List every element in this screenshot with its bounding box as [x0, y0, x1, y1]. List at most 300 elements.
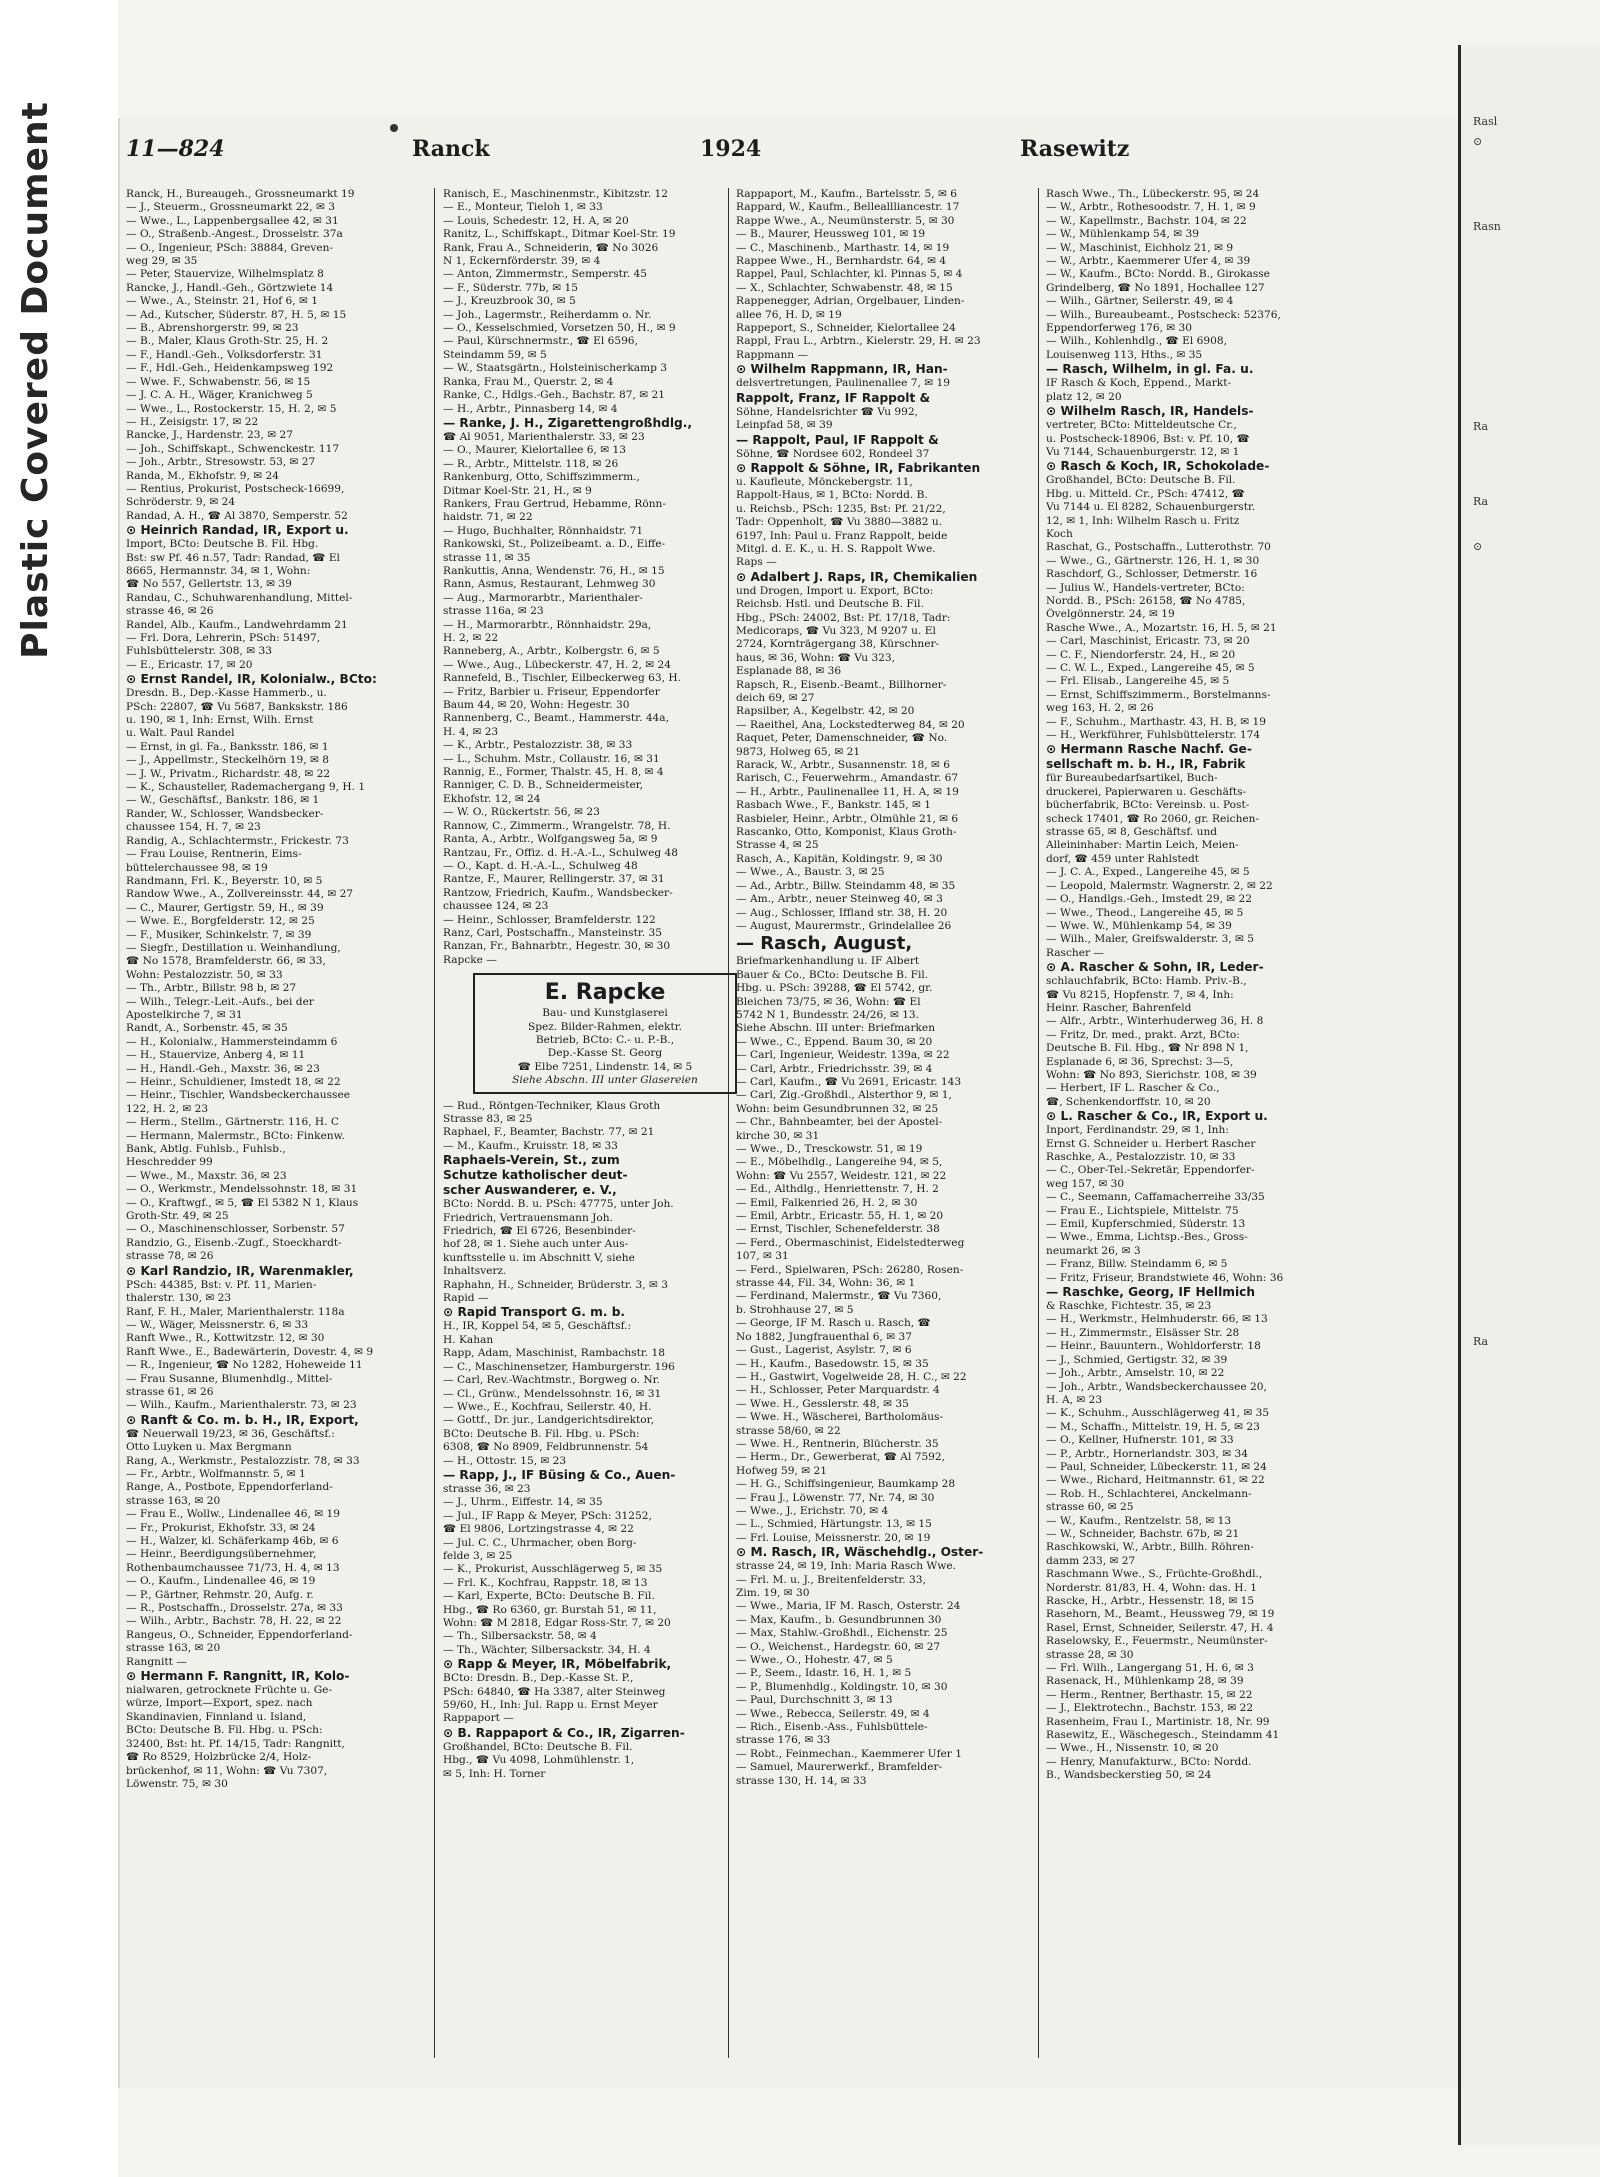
directory-entry: — Heinr., Tischler, Wandsbeckerchaussee: [126, 1089, 350, 1102]
directory-entry: — Wwe., H., Nissenstr. 10, ✉ 20: [1046, 1742, 1219, 1755]
directory-entry: Rasewitz, E., Wäschegesch., Steindamm 41: [1046, 1729, 1280, 1742]
directory-entry: — Wwe., Emma, Lichtsp.-Bes., Gross-: [1046, 1231, 1248, 1244]
directory-entry: — H., Arbtr., Paulinenallee 11, H. A, ✉ 19: [736, 785, 959, 798]
column-1: [126, 188, 426, 2068]
directory-entry: — Wwe., E., Kochfrau, Seilerstr. 40, H.: [443, 1400, 652, 1413]
directory-entry: Rander, W., Schlosser, Wandsbecker-: [126, 807, 324, 820]
directory-entry: — Cl., Grünw., Mendelssohnstr. 16, ✉ 31: [443, 1387, 662, 1400]
directory-entry: — H., Zeisigstr. 17, ✉ 22: [126, 415, 259, 428]
directory-entry: Rannefeld, B., Tischler, Eilbeckerweg 63, H.: [443, 672, 681, 685]
directory-entry: — L., Schmied, Härtungstr. 13, ✉ 15: [736, 1518, 932, 1531]
directory-entry: — Joh., Arbtr., Stresowstr. 53, ✉ 27: [126, 456, 316, 469]
directory-entry: — O., Straßenb.-Angest., Drosselstr. 37a: [126, 228, 343, 241]
column-4: [1046, 188, 1381, 2068]
directory-entry: ⊙ Wilhelm Rappmann, IR, Han-: [736, 362, 948, 377]
directory-entry: 12, ✉ 1, Inh: Wilhelm Rasch u. Fritz: [1046, 514, 1240, 527]
adjacent-page-fragment: Ra: [1473, 495, 1489, 508]
directory-entry: — C., Seemann, Caffamacherreihe 33/35: [1046, 1191, 1265, 1204]
directory-entry: — Peter, Stauervize, Wilhelmsplatz 8: [126, 268, 324, 281]
directory-entry: Randad, A. H., ☎ Al 3870, Semperstr. 52: [126, 509, 348, 522]
directory-entry: — Frl. Louise, Meissnerstr. 20, ✉ 19: [736, 1531, 931, 1544]
directory-entry: — Wwe. H., Wäscherei, Bartholomäus-: [736, 1411, 944, 1424]
directory-entry: — Aug., Schlosser, Iffland str. 38, H. 20: [736, 906, 948, 919]
adjacent-page-edge: [1458, 45, 1600, 2145]
directory-entry: — Heinr., Beerdigungsübernehmer,: [126, 1548, 317, 1561]
directory-entry: — H., Zimmermstr., Elsässer Str. 28: [1046, 1326, 1240, 1339]
header-year: 1924: [700, 136, 762, 162]
directory-entry: — Rapp, J., IF Büsing & Co., Auen-: [443, 1467, 676, 1482]
directory-entry: — J. W., Privatm., Richardstr. 48, ✉ 22: [126, 767, 331, 780]
directory-entry: Randa, M., Ekhofstr. 9, ✉ 24: [126, 469, 279, 482]
directory-entry: Ranneberg, A., Arbtr., Kolbergstr. 6, ✉ 5: [443, 645, 660, 658]
directory-entry: — Wwe., Richard, Heitmannstr. 61, ✉ 22: [1046, 1474, 1265, 1487]
directory-entry: — H., Werkmstr., Helmhuderstr. 66, ✉ 13: [1046, 1313, 1268, 1326]
directory-entry: — Th., Silbersackstr. 58, ✉ 4: [443, 1630, 597, 1643]
directory-entry: Bauer & Co., BCto: Deutsche B. Fil.: [736, 968, 929, 981]
directory-entry: Skandinavien, Finnland u. Island,: [126, 1710, 307, 1723]
directory-entry: Söhne, ☎ Nordsee 602, Rondeel 37: [736, 447, 930, 460]
directory-entry: — Ranke, J. H., Zigarettengroßhdlg.,: [443, 415, 693, 430]
directory-entry: — O., Kapt. d. H.-A.-L., Schulweg 48: [443, 859, 638, 872]
directory-entry: — Emil, Falkenried 26, H. 2, ✉ 30: [736, 1196, 918, 1209]
directory-entry: — Frl. M. u. J., Breitenfelderstr. 33,: [736, 1573, 926, 1586]
directory-entry: und Drogen, Import u. Export, BCto:: [736, 584, 934, 597]
directory-entry: ☎ Neuerwall 19/23, ✉ 36, Geschäftsf.:: [126, 1427, 335, 1440]
directory-entry: ⊙ Rapp & Meyer, IR, Möbelfabrik,: [443, 1657, 672, 1672]
directory-entry: Zim. 19, ✉ 30: [736, 1587, 810, 1599]
directory-entry: — Julius W., Handels-vertreter, BCto:: [1046, 581, 1245, 594]
directory-entry: Rappel, Paul, Schlachter, kl. Pinnas 5, ✉ 4: [736, 268, 963, 281]
directory-entry: Range, A., Postbote, Eppendorferland-: [126, 1481, 333, 1494]
directory-entry: — K., Schausteller, Rademachergang 9, H. 1: [126, 781, 366, 794]
directory-entry: — Hugo, Buchhalter, Rönnhaidstr. 71: [443, 524, 644, 537]
directory-entry: PSch: 44385, Bst: v. Pf. 11, Marien-: [126, 1278, 317, 1291]
directory-entry: Deutsche B. Fil. Hbg., ☎ Nr 898 N 1,: [1046, 1042, 1249, 1055]
column-3: [736, 188, 1036, 2068]
directory-entry: — Jul. C. C., Uhrmacher, oben Borg-: [443, 1536, 637, 1549]
directory-entry: — J., Appellmstr., Steckelhörn 19, ✉ 8: [126, 754, 329, 767]
directory-entry: — Raschke, Georg, IF Hellmich: [1046, 1285, 1256, 1300]
directory-entry: — J., Uhrm., Eiffestr. 14, ✉ 35: [443, 1496, 603, 1509]
directory-entry: Ekhofstr. 12, ✉ 24: [443, 792, 541, 805]
directory-entry: — Wwe., J., Erichstr. 70, ✉ 4: [736, 1504, 889, 1517]
directory-entry: — Wwe. H., Rentnerin, Blücherstr. 35: [736, 1437, 939, 1450]
directory-entry: — Fritz, Friseur, Brandstwiete 46, Wohn: 36: [1046, 1271, 1284, 1284]
directory-entry: Rarisch, C., Feuerwehrm., Amandastr. 67: [736, 772, 959, 785]
directory-entry: H., IR, Koppel 54, ✉ 5, Geschäftsf.:: [443, 1320, 632, 1333]
directory-entry: — Wilh., Arbtr., Bachstr. 78, H. 22, ✉ 22: [126, 1615, 342, 1628]
directory-entry: Rarack, W., Arbtr., Susannenstr. 18, ✉ 6: [736, 759, 950, 772]
directory-entry: — O., Kellner, Hufnerstr. 101, ✉ 33: [1046, 1434, 1234, 1447]
directory-entry: Schutze katholischer deut-: [443, 1168, 628, 1183]
directory-entry: Rankers, Frau Gertrud, Hebamme, Rönn-: [443, 497, 666, 510]
directory-entry: — C., Maschinenb., Marthastr. 14, ✉ 19: [736, 241, 950, 254]
adjacent-page-fragment: ⊙: [1473, 135, 1483, 148]
directory-entry: — Wwe., L., Lappenbergsallee 42, ✉ 31: [126, 214, 339, 227]
directory-entry: — Carl, Ingenieur, Weidestr. 139a, ✉ 22: [736, 1049, 950, 1062]
directory-entry: — H., Gastwirt, Vogelweide 28, H. C., ✉ 22: [736, 1370, 967, 1383]
adjacent-page-fragment: Ra: [1473, 420, 1489, 433]
directory-entry: — Frau E., Lichtspiele, Mittelstr. 75: [1046, 1204, 1239, 1217]
directory-entry: BCto: Dresdn. B., Dep.-Kasse St. P.,: [443, 1672, 634, 1685]
directory-entry: Rann, Asmus, Restaurant, Lehmweg 30: [443, 578, 656, 591]
directory-entry: Rascke, H., Arbtr., Hessenstr. 18, ✉ 15: [1046, 1595, 1255, 1607]
directory-entry: — Carl, Rev.-Wachtmstr., Borgweg o. Nr.: [443, 1374, 660, 1387]
directory-entry: Ranck, H., Bureaugeh., Grossneumarkt 19: [126, 188, 355, 200]
directory-entry: Rang, A., Werkmstr., Pestalozzistr. 78, ✉ 33: [126, 1454, 360, 1467]
directory-entry: — Wwe., Maria, IF M. Rasch, Osterstr. 24: [736, 1600, 961, 1613]
adjacent-page-fragment: Ra: [1473, 1335, 1489, 1348]
directory-entry: ⊙ Ranft & Co. m. b. H., IR, Export,: [126, 1412, 359, 1427]
directory-entry: — Henry, Manufakturw., BCto: Nordd.: [1046, 1755, 1252, 1768]
directory-entry: — Carl, Arbtr., Friedrichsstr. 39, ✉ 4: [736, 1062, 933, 1075]
directory-entry: PSch: 22807, ☎ Vu 5687, Bankskstr. 186: [126, 700, 348, 713]
directory-entry: BCto: Nordd. B. u. PSch: 47775, unter Joh.: [443, 1198, 674, 1211]
directory-entry: — X., Schlachter, Schwabenstr. 48, ✉ 15: [736, 281, 953, 294]
directory-entry: Rasehorn, M., Beamt., Heussweg 79, ✉ 19: [1046, 1608, 1275, 1621]
directory-entry: chaussee 124, ✉ 23: [443, 900, 549, 913]
directory-entry: chaussee 154, H. 7, ✉ 23: [126, 821, 261, 834]
directory-entry: — Samuel, Maurerwerkf., Bramfelder-: [736, 1761, 943, 1774]
directory-entry: Steindamm 59, ✉ 5: [443, 348, 547, 361]
directory-entry: — J., Schmied, Gertigstr. 32, ✉ 39: [1046, 1353, 1228, 1366]
directory-entry: H. 4, ✉ 23: [443, 725, 499, 738]
directory-entry: — B., Maurer, Heussweg 101, ✉ 19: [736, 228, 926, 241]
directory-entry: Raschdorf, G., Schlosser, Detmerstr. 16: [1046, 568, 1258, 581]
directory-entry: Rangnitt —: [126, 1655, 187, 1668]
directory-entry: Ranke, C., Hdlgs.-Geh., Bachstr. 87, ✉ 21: [443, 389, 665, 402]
directory-entry: — Th., Arbtr., Billstr. 98 b, ✉ 27: [126, 982, 297, 995]
directory-entry: — Raeithel, Ana, Lockstedterweg 84, ✉ 20: [736, 718, 965, 731]
directory-entry: sellschaft m. b. H., IR, Fabrik: [1046, 757, 1246, 772]
directory-entry: ✉ 5, Inh: H. Torner: [443, 1767, 546, 1780]
directory-entry: BCto: Deutsche B. Fil. Hbg. u. PSch:: [443, 1427, 640, 1440]
directory-entry: delsvertretungen, Paulinenallee 7, ✉ 19: [736, 377, 950, 390]
directory-entry: — R., Postschaffn., Drosselstr. 27a, ✉ 33: [126, 1602, 343, 1615]
directory-entry: Ranz, Carl, Postschaffn., Mansteinstr. 35: [443, 926, 662, 939]
directory-entry: Alleininhaber: Martin Leich, Meien-: [1046, 839, 1239, 852]
directory-entry: ⊙ Heinrich Randad, IR, Export u.: [126, 523, 349, 538]
directory-entry: — F., Süderstr. 77b, ✉ 15: [443, 281, 579, 294]
ad-line: ☎ Elbe 7251, Lindenstr. 14, ✉ 5: [517, 1060, 693, 1073]
directory-entry: — W., Kaufm., BCto: Nordd. B., Girokasse: [1046, 268, 1270, 281]
directory-entry: — Ferd., Spielwaren, PSch: 26280, Rosen-: [736, 1263, 964, 1276]
directory-entry: — K., Arbtr., Pestalozzistr. 38, ✉ 33: [443, 739, 633, 752]
directory-entry: Hbg., ☎ Ro 6360, gr. Burstah 51, ✉ 11,: [443, 1603, 657, 1616]
directory-entry: ⊙ A. Rascher & Sohn, IR, Leder-: [1046, 960, 1264, 975]
directory-entry: — H., Arbtr., Pinnasberg 14, ✉ 4: [443, 402, 618, 415]
directory-entry: — Wwe., A., Baustr. 3, ✉ 25: [736, 866, 885, 879]
directory-entry: Raps —: [736, 556, 777, 569]
directory-entry: haidstr. 71, ✉ 22: [443, 511, 533, 524]
directory-entry: Friedrich, Vertrauensmann Joh.: [443, 1211, 613, 1224]
directory-entry: — C., Maschinensetzer, Hamburgerstr. 196: [443, 1360, 675, 1373]
directory-entry: — Rasch, Wilhelm, in gl. Fa. u.: [1046, 362, 1254, 377]
directory-entry: Louisenweg 113, Hths., ✉ 35: [1046, 348, 1203, 361]
directory-entry: druckerei, Papierwaren u. Geschäfts-: [1046, 785, 1247, 798]
directory-entry: — Rappolt, Paul, IF Rappolt &: [736, 432, 939, 447]
directory-entry: ⊙ Adalbert J. Raps, IR, Chemikalien: [736, 569, 978, 584]
directory-entry: — J., Steuerm., Grossneumarkt 22, ✉ 3: [126, 201, 335, 214]
directory-entry: — Ad., Kutscher, Süderstr. 87, H. 5, ✉ 15: [126, 308, 347, 321]
directory-entry: Rannenberg, C., Beamt., Hammerstr. 44a,: [443, 712, 669, 725]
directory-entry: — Robt., Feinmechan., Kaemmerer Ufer 1: [736, 1747, 962, 1760]
directory-entry: — M., Schaffn., Mittelstr. 19, H. 5, ✉ 23: [1046, 1420, 1260, 1433]
directory-entry: Wohn: beim Gesundbrunnen 32, ✉ 25: [736, 1102, 939, 1115]
directory-entry: ☎ No 557, Gellertstr. 13, ✉ 39: [126, 578, 292, 591]
directory-entry: — Am., Arbtr., neuer Steinweg 40, ✉ 3: [736, 893, 943, 906]
directory-entry: Ranniger, C. D. B., Schneidermeister,: [443, 779, 643, 792]
directory-entry: ☎ No 1578, Bramfelderstr. 66, ✉ 33,: [126, 955, 326, 968]
directory-entry: 32400, Bst: ht. Pf. 14/15, Tadr: Rangnitt,: [126, 1737, 345, 1750]
directory-entry: — Wwe., Rebecca, Seilerstr. 49, ✉ 4: [736, 1707, 930, 1720]
directory-entry: — Herm., Dr., Gewerberat, ☎ Al 7592,: [736, 1451, 946, 1464]
directory-entry: H. Kahan: [443, 1333, 494, 1346]
directory-entry: neumarkt 26, ✉ 3: [1046, 1244, 1141, 1257]
directory-entry: Rasenheim, Frau I., Martinistr. 18, Nr. 99: [1046, 1715, 1270, 1728]
directory-entry: Rappeport, S., Schneider, Kielortallee 24: [736, 322, 956, 335]
directory-entry: ⊙ L. Rascher & Co., IR, Export u.: [1046, 1109, 1268, 1124]
directory-entry: strasse 176, ✉ 33: [736, 1734, 831, 1747]
directory-entry: — Wwe. H., Gesslerstr. 48, ✉ 35: [736, 1397, 909, 1410]
directory-entry: Wohn: ☎ M 2818, Edgar Ross-Str. 7, ✉ 20: [443, 1617, 671, 1629]
directory-entry: — Leopold, Malermstr. Wagnerstr. 2, ✉ 22: [1046, 879, 1273, 892]
directory-entry: strasse 130, H. 14, ✉ 33: [736, 1774, 867, 1787]
directory-entry: — Joh., Lagermstr., Reiherdamm o. Nr.: [443, 308, 652, 321]
ad-note: Siehe Abschn. III unter Glasereien: [512, 1074, 698, 1087]
directory-entry: — O., Handlgs.-Geh., Imstedt 29, ✉ 22: [1046, 893, 1253, 906]
directory-entry: Rantze, F., Maurer, Rellingerstr. 37, ✉ 31: [443, 873, 665, 886]
directory-entry: & Raschke, Fichtestr. 35, ✉ 23: [1046, 1300, 1212, 1313]
directory-entry: Bleichen 73/75, ✉ 36, Wohn: ☎ El: [736, 995, 921, 1008]
directory-entry: Groth-Str. 49, ✉ 25: [126, 1210, 229, 1223]
directory-entry: — Herm., Rentner, Berthastr. 15, ✉ 22: [1046, 1688, 1253, 1701]
directory-entry: Grindelberg, ☎ No 1891, Hochallee 127: [1046, 281, 1265, 294]
directory-entry: B., Wandsbeckerstieg 50, ✉ 24: [1046, 1769, 1212, 1782]
directory-entry: — Chr., Bahnbeamter, bei der Apostel-: [736, 1116, 943, 1129]
directory-entry: H. A, ✉ 23: [1046, 1393, 1103, 1406]
directory-entry: — Karl, Experte, BCto: Deutsche B. Fil.: [443, 1590, 655, 1603]
directory-entry: kirche 30, ✉ 31: [736, 1129, 820, 1142]
directory-entry: Heinr. Rascher, Bahrenfeld: [1046, 1001, 1192, 1014]
directory-entry: — Rob. H., Schlachterei, Anckelmann-: [1046, 1487, 1252, 1500]
directory-entry: — Fr., Prokurist, Ekhofstr. 33, ✉ 24: [126, 1521, 316, 1534]
directory-entry: — F., Hdl.-Geh., Heidenkampsweg 192: [126, 362, 334, 375]
adjacent-page-fragment: ⊙: [1473, 540, 1483, 553]
directory-entry: Rascanko, Otto, Komponist, Klaus Groth-: [736, 826, 957, 839]
directory-entry: strasse 78, ✉ 26: [126, 1250, 214, 1263]
directory-entry: Rappaport —: [443, 1712, 514, 1725]
directory-entry: — Wwe., M., Maxstr. 36, ✉ 23: [126, 1169, 287, 1182]
directory-entry: Hbg., PSch: 24002, Bst: Pf. 17/18, Tadr:: [736, 611, 951, 624]
directory-entry: weg 157, ✉ 30: [1046, 1177, 1125, 1190]
directory-entry: strasse 46, ✉ 26: [126, 605, 214, 618]
directory-entry: Bank, Abtlg. Fuhlsb., Fuhlsb.,: [126, 1143, 286, 1156]
directory-entry: Rappard, W., Kaufm., Belleallliancestr. 17: [736, 201, 960, 214]
directory-entry: ⊙ Rappolt & Söhne, IR, Fabrikanten: [736, 460, 981, 475]
directory-entry: — Gottf., Dr. jur., Landgerichtsdirektor,: [443, 1414, 654, 1427]
directory-entry: Tadr: Oppenholt, ☎ Vu 3880—3882 u.: [736, 516, 943, 529]
directory-entry: — O., Werkmstr., Mendelssohnstr. 18, ✉ 31: [126, 1183, 358, 1196]
directory-entry: platz 12, ✉ 20: [1046, 390, 1122, 403]
directory-entry: — H., Handl.-Geh., Maxstr. 36, ✉ 23: [126, 1062, 320, 1075]
directory-entry: allee 76, H. D, ✉ 19: [736, 308, 842, 321]
page-header: [120, 136, 1460, 176]
directory-entry: Rancke, J., Handl.-Geh., Görtzwiete 14: [126, 281, 334, 294]
directory-entry: ⊙ Ernst Randel, IR, Kolonialw., BCto:: [126, 672, 377, 687]
directory-entry: Raselowsky, E., Feuermstr., Neumünster-: [1046, 1635, 1268, 1648]
directory-entry: Hofweg 59, ✉ 21: [736, 1464, 827, 1477]
directory-entry: Rantzow, Friedrich, Kaufm., Wandsbecker-: [443, 886, 673, 899]
directory-entry: schlauchfabrik, BCto: Hamb. Priv.-B.,: [1046, 975, 1247, 988]
directory-entry: — K., Prokurist, Ausschlägerweg 5, ✉ 35: [443, 1563, 663, 1576]
directory-entry: N 1, Eckernförderstr. 39, ✉ 4: [443, 255, 601, 268]
directory-entry: Fuhlsbüttelerstr. 308, ✉ 33: [126, 645, 272, 658]
directory-entry: Eppendorferweg 176, ✉ 30: [1046, 322, 1193, 335]
directory-entry: — Wilh., Gärtner, Seilerstr. 49, ✉ 4: [1046, 295, 1234, 308]
directory-entry: — Heinr., Schlosser, Bramfelderstr. 122: [443, 913, 656, 926]
directory-entry: u. Walt. Paul Randel: [126, 727, 235, 740]
directory-entry: Wohn: ☎ Vu 2557, Weidestr. 121, ✉ 22: [736, 1169, 947, 1182]
directory-entry: — H., Stauervize, Anberg 4, ✉ 11: [126, 1049, 306, 1062]
directory-entry: — Frau J., Löwenstr. 77, Nr. 74, ✉ 30: [736, 1491, 935, 1504]
directory-entry: strasse 44, Fil. 34, Wohn: 36, ✉ 1: [736, 1277, 916, 1290]
directory-entry: — Wwe., A., Steinstr. 21, Hof 6, ✉ 1: [126, 295, 318, 308]
directory-entry: Esplanade 6, ✉ 36, Sprechst: 3—5,: [1046, 1055, 1234, 1068]
directory-entry: — H., Marmorarbtr., Rönnhaidstr. 29a,: [443, 618, 652, 631]
directory-entry: Bst: sw Pf. 46 n.57, Tadr: Randad, ☎ El: [126, 551, 340, 564]
directory-entry: Rapid —: [443, 1292, 489, 1305]
directory-entry: — Wwe. E., Borgfelderstr. 12, ✉ 25: [126, 915, 315, 928]
ad-line: Spez. Bilder-Rahmen, elektr.: [528, 1020, 682, 1033]
directory-entry: Randzio, G., Eisenb.-Zugf., Stoeckhardt-: [126, 1236, 342, 1249]
directory-entry: thalerstr. 130, ✉ 23: [126, 1292, 232, 1305]
directory-entry: strasse 60, ✉ 25: [1046, 1501, 1134, 1514]
directory-entry: Hbg. u. Mitteld. Cr., PSch: 47412, ☎: [1046, 487, 1245, 500]
directory-entry: — B., Maler, Klaus Groth-Str. 25, H. 2: [126, 335, 329, 348]
ad-title: E. Rapcke: [544, 980, 666, 1006]
directory-entry: würze, Import—Export, spez. nach: [126, 1697, 313, 1710]
directory-entry: weg 163, H. 2, ✉ 26: [1046, 702, 1154, 715]
directory-entry: Raphaels-Verein, St., zum: [443, 1153, 620, 1168]
directory-entry: — Frau Louise, Rentnerin, Eims-: [126, 848, 302, 861]
directory-entry: strasse 24, ✉ 19, Inh: Maria Rasch Wwe.: [736, 1560, 957, 1573]
directory-entry: — Joh., Schiffskapt., Schwenckestr. 117: [126, 442, 340, 455]
directory-entry: — Frl. Dora, Lehrerin, PSch: 51497,: [126, 632, 321, 644]
directory-entry: — W., Staatsgärtn., Holsteinischerkamp 3: [443, 362, 668, 375]
directory-entry: scher Auswanderer, e. V.,: [443, 1183, 617, 1198]
directory-entry: — Ernst, Schiffszimmerm., Borstelmanns-: [1046, 688, 1271, 701]
directory-entry: — Wilh., Telegr.-Leit.-Aufs., bei der: [126, 995, 314, 1008]
directory-entry: Inhaltsverz.: [443, 1265, 507, 1278]
directory-entry: — Wwe., Aug., Lübeckerstr. 47, H. 2, ✉ 24: [443, 658, 671, 671]
directory-entry: — Herbert, IF L. Rascher & Co.,: [1046, 1082, 1220, 1095]
directory-entry: — Max, Stahlw.-Großhdl., Eichenstr. 25: [736, 1627, 948, 1640]
directory-entry: strasse 65, ✉ 8, Geschäftsf. und: [1046, 826, 1218, 839]
directory-entry: — H., Walzer, kl. Schäferkamp 46b, ✉ 6: [126, 1535, 339, 1547]
directory-entry: — W., Arbtr., Kaemmerer Ufer 4, ✉ 39: [1046, 255, 1251, 268]
directory-entry: ☎ Vu 8215, Hopfenstr. 7, ✉ 4, Inh:: [1046, 988, 1234, 1001]
directory-entry: Strasse 83, ✉ 25: [443, 1113, 533, 1125]
directory-entry: Mitgl. d. E. K., u. H. S. Rappolt Wwe.: [736, 542, 936, 555]
directory-entry: — Wilh., Maler, Greifswalderstr. 3, ✉ 5: [1046, 933, 1255, 946]
directory-entry: — Carl, Zig.-Großhdl., Alsterthor 9, ✉ 1,: [736, 1089, 952, 1102]
directory-entry: Rantzau, Fr., Offiz. d. H.-A.-L., Schulweg 48: [443, 846, 678, 859]
directory-entry: 9873, Holweg 65, ✉ 21: [736, 745, 861, 758]
directory-entry: Rangeus, O., Schneider, Eppendorferland-: [126, 1628, 353, 1641]
ink-dot: [390, 124, 398, 132]
directory-entry: Raquet, Peter, Damenschneider, ☎ No.: [736, 732, 948, 745]
directory-entry: Esplanade 88, ✉ 36: [736, 665, 842, 678]
directory-entry: Hbg., ☎ Vu 4098, Lohmühlenstr. 1,: [443, 1754, 635, 1767]
directory-entry: — Heinr., Bauuntern., Wohldorferstr. 18: [1046, 1340, 1261, 1353]
directory-entry: Nordd. B., PSch: 26158, ☎ No 4785,: [1046, 594, 1246, 607]
directory-entry: — Paul, Durchschnitt 3, ✉ 13: [736, 1694, 893, 1707]
directory-entry: — Emil, Kupferschmied, Süderstr. 13: [1046, 1218, 1246, 1231]
directory-entry: Rannig, E., Former, Thalstr. 45, H. 8, ✉ 4: [443, 766, 664, 779]
directory-entry: Großhandel, BCto: Deutsche B. Fil.: [1046, 474, 1236, 487]
directory-entry: Vu 7144, Schauenburgerstr. 12, ✉ 1: [1046, 445, 1240, 458]
directory-entry: — E., Möbelhdlg., Langereihe 94, ✉ 5,: [736, 1156, 943, 1169]
directory-entry: Siehe Abschn. III unter: Briefmarken: [736, 1022, 936, 1035]
column-rule: [434, 188, 435, 2058]
directory-entry: Rankowski, St., Polizeibeamt. a. D., Eiffe-: [443, 538, 666, 551]
directory-entry: Strasse 4, ✉ 25: [736, 839, 819, 852]
directory-entry: strasse 116a, ✉ 23: [443, 605, 544, 618]
directory-entry: — Th., Wächter, Silbersackstr. 34, H. 4: [443, 1643, 651, 1656]
directory-entry: Rasbach Wwe., F., Bankstr. 145, ✉ 1: [736, 799, 931, 812]
directory-entry: Rasch Wwe., Th., Lübeckerstr. 95, ✉ 24: [1046, 188, 1260, 200]
directory-entry: — W., Geschäftsf., Bankstr. 186, ✉ 1: [126, 794, 320, 807]
directory-entry: — Frl. K., Kochfrau, Rappstr. 18, ✉ 13: [443, 1576, 648, 1589]
directory-entry: dorf, ☎ 459 unter Rahlstedt: [1046, 852, 1200, 865]
directory-entry: — W., Wäger, Meissnerstr. 6, ✉ 33: [126, 1318, 309, 1331]
directory-entry: bücherfabrik, BCto: Vereinsb. u. Post-: [1046, 799, 1250, 812]
directory-entry: — J., Elektrotechn., Bachstr. 153, ✉ 22: [1046, 1702, 1254, 1715]
advertisement-box: [473, 973, 737, 1093]
directory-entry: brückenhof, ✉ 11, Wohn: ☎ Vu 7307,: [126, 1764, 328, 1777]
directory-entry: Wohn: ☎ No 893, Sierichstr. 108, ✉ 39: [1046, 1068, 1257, 1081]
directory-entry: — H., Kolonialw., Hammersteindamm 6: [126, 1035, 338, 1048]
directory-entry: Dresdn. B., Dep.-Kasse Hammerb., u.: [126, 687, 327, 700]
directory-entry: u. 190, ✉ 1, Inh: Ernst, Wilh. Ernst: [126, 714, 314, 727]
directory-entry: büttelerchaussee 98, ✉ 19: [126, 861, 268, 874]
column-2: [443, 188, 743, 2068]
directory-entry: — Wwe., O., Hohestr. 47, ✉ 5: [736, 1654, 893, 1667]
directory-entry: — Rich., Eisenb.-Ass., Fuhlsbüttele-: [736, 1721, 928, 1734]
directory-entry: — Frau Susanne, Blumenhdlg., Mittel-: [126, 1372, 333, 1385]
directory-entry: Rannow, C., Zimmerm., Wrangelstr. 78, H.: [443, 819, 671, 832]
directory-entry: haus, ✉ 36, Wohn: ☎ Vu 323,: [736, 651, 896, 664]
directory-entry: strasse 11, ✉ 35: [443, 551, 531, 564]
directory-entry: 8665, Hermannstr. 34, ✉ 1, Wohn:: [126, 564, 311, 577]
directory-entry: Norderstr. 81/83, H. 4, Wohn: das. H. 1: [1046, 1581, 1257, 1594]
directory-entry: strasse 58/60, ✉ 22: [736, 1424, 841, 1437]
directory-entry: Ranft Wwe., R., Kottwitzstr. 12, ✉ 30: [126, 1332, 325, 1345]
directory-entry: Großhandel, BCto: Deutsche B. Fil.: [443, 1740, 633, 1753]
directory-entry: ⊙ Hermann Rasche Nachf. Ge-: [1046, 742, 1252, 757]
directory-entry: — B., Abrenshorgerstr. 99, ✉ 23: [126, 322, 299, 335]
page-number: 11—824: [126, 136, 225, 162]
directory-entry: — E., Ericastr. 17, ✉ 20: [126, 658, 253, 671]
directory-entry: Rasel, Ernst, Schneider, Seilerstr. 47, H. 4: [1046, 1621, 1274, 1634]
adjacent-page-fragment: Rasl: [1473, 115, 1498, 128]
directory-entry: — W., Maschinist, Eichholz 21, ✉ 9: [1046, 241, 1234, 254]
directory-entry: Randmann, Frl. K., Beyerstr. 10, ✉ 5: [126, 874, 323, 887]
directory-entry: weg 29, ✉ 35: [126, 255, 198, 268]
directory-entry: — J. C. A., Exped., Langereihe 45, ✉ 5: [1046, 866, 1250, 879]
directory-entry: Löwenstr. 75, ✉ 30: [126, 1777, 228, 1790]
